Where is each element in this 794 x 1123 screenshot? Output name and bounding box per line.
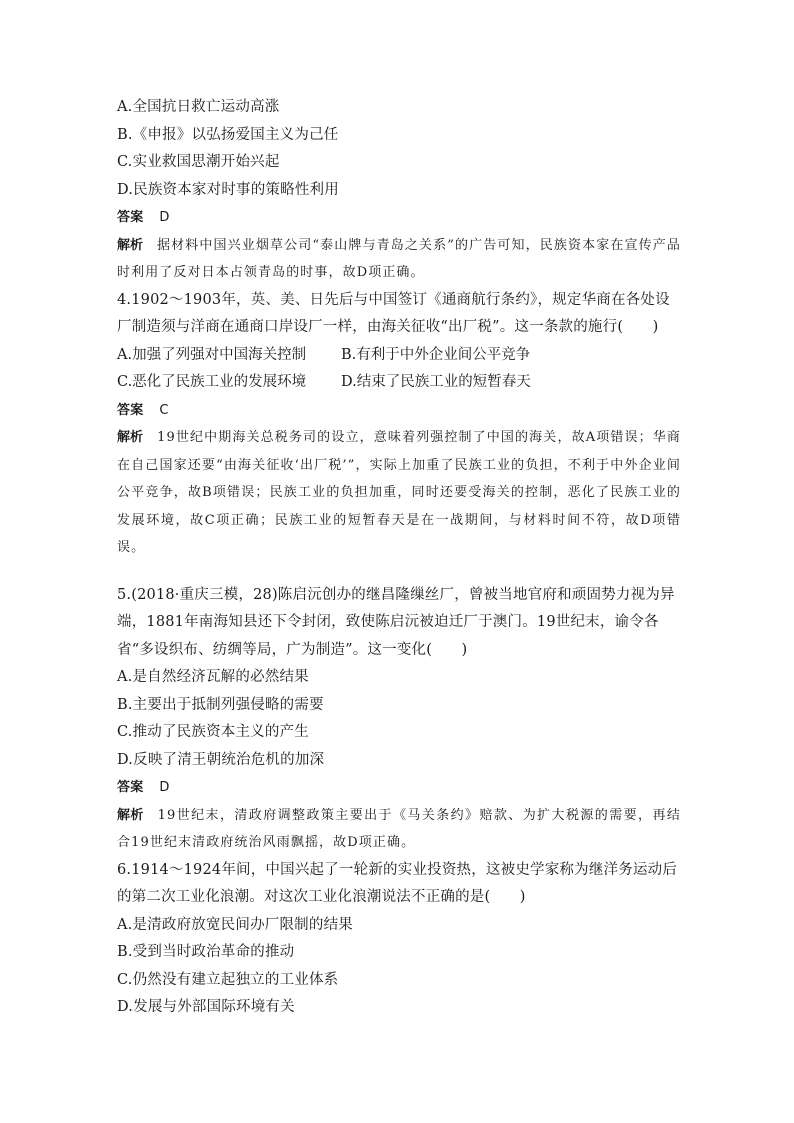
option-b: B.主要出于抵制列强侵略的需要 <box>117 696 324 713</box>
option-c: C.实业救国思潮开始兴起 <box>117 154 280 170</box>
question-5 <box>117 582 681 857</box>
explanation-text: 19世纪中期海关总税务司的设立，意味着列强控制了中国的海关，故A项错误；华商在自己国家还要“由海关征收‘出厂税’”，实际上加重了民族工业的负担，不利于中外企业间公平竞争，故B项错误；民族工业的负担加重，同时还要受海关的控制，恶化了民族工业的发展环境，故C项正确；民族工业的短暂春天是在一战期间，与材料时间不符，故D项错误。 <box>117 430 681 555</box>
option-a: A.是清政府放宽民间办厂限制的结果 <box>117 916 353 933</box>
explanation <box>117 424 681 562</box>
option-a: A.加强了列强对中国海关控制 <box>117 346 307 363</box>
answer-value: C <box>159 402 169 418</box>
option-b: B.有利于中外企业间公平竞争 <box>341 346 531 363</box>
option-b: B.受到当时政治革命的推动 <box>117 944 295 960</box>
option-a: A.全国抗日救亡运动高涨 <box>117 99 280 115</box>
options-row-1 <box>117 342 681 370</box>
option-c: C.仍然没有建立起独立的工业体系 <box>117 971 339 988</box>
option-d: D.发展与外部国际环境有关 <box>117 999 295 1015</box>
option-c: C.推动了民族资本主义的产生 <box>117 724 309 740</box>
option-d: D.结束了民族工业的短暂春天 <box>341 374 531 390</box>
question-stem: 5.(2018·重庆三模，28)陈启沅创办的继昌隆缫丝厂，曾被当地官府和顽固势力视为异端，1881年南海知县还下令封闭，致使陈启沅被迫迁厂于澳门。19世纪末，谕令各省“多设织布、纺绸等局，广为制造”。这一变化( ) <box>117 586 675 658</box>
option-d: D.反映了清王朝统治危机的加深 <box>117 751 325 768</box>
question-stem: 4.1902～1903年，英、美、日先后与中国签订《通商航行条约》，规定华商在各处设厂制造须与洋商在通商口岸设厂一样，由海关征收“出厂税”。这一条款的施行( ) <box>117 291 670 335</box>
question-3-tail <box>117 94 681 287</box>
question-stem: 6.1914～1924年间，中国兴起了一轮新的实业投资热，这被史学家称为继洋务运动后的第二次工业化浪潮。对这次工业化浪潮说法不正确的是( ) <box>117 861 678 905</box>
question-6 <box>117 857 681 1022</box>
option-b: B.《申报》以弘扬爱国主义为己任 <box>117 126 339 143</box>
answer-row <box>117 774 681 802</box>
option-d: D.民族资本家对时事的策略性利用 <box>117 181 339 198</box>
answer-value: D <box>159 780 170 795</box>
explanation-text: 19世纪末，清政府调整政策主要出于《马关条约》赔款、为扩大税源的需要，再结合19世纪末清政府统治风雨飘摇，故D项正确。 <box>117 807 681 850</box>
explanation <box>117 802 681 857</box>
explanation <box>117 232 681 287</box>
options-row-2 <box>117 369 681 397</box>
spacer <box>117 562 681 582</box>
option-c: C.恶化了民族工业的发展环境 <box>117 374 307 390</box>
explanation-label: 解析 <box>117 237 144 253</box>
answer-label: 答案 <box>117 210 144 225</box>
answer-row <box>117 204 681 232</box>
document-content <box>117 94 681 1022</box>
answer-value: D <box>159 210 170 225</box>
explanation-text: 据材料中国兴业烟草公司“泰山牌与青岛之关系”的广告可知，民族资本家在宣传产品时利用了反对日本占领青岛的时事，故D项正确。 <box>117 237 681 280</box>
explanation-label: 解析 <box>117 807 144 823</box>
answer-label: 答案 <box>117 402 144 418</box>
answer-label: 答案 <box>117 780 144 795</box>
question-4 <box>117 287 681 562</box>
explanation-label: 解析 <box>117 430 144 445</box>
option-a: A.是自然经济瓦解的必然结果 <box>117 669 309 685</box>
answer-row <box>117 397 681 425</box>
